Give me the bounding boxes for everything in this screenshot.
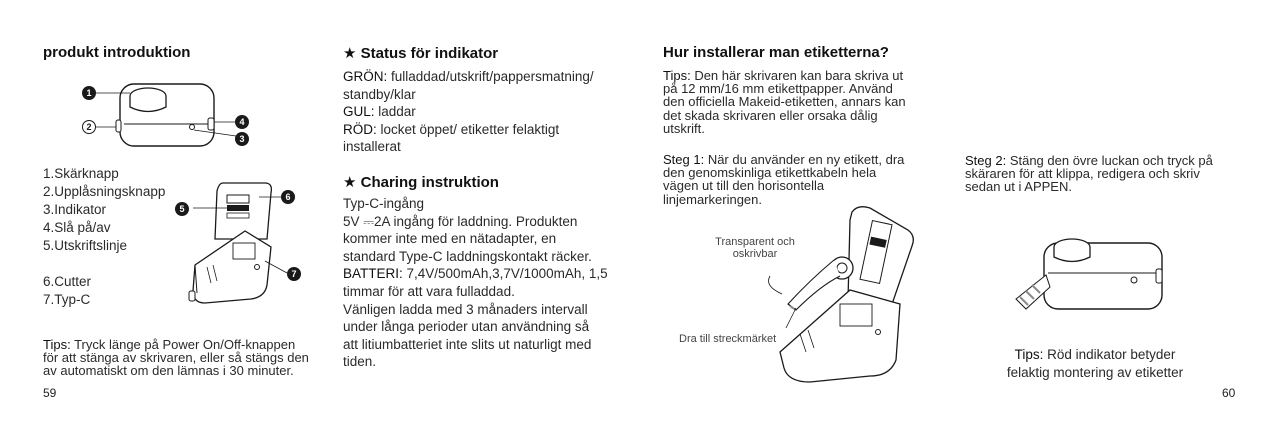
charge-line: Typ-C-ingång — [343, 196, 425, 211]
intro-title: produkt introduktion — [43, 44, 191, 61]
battery-key: BATTERI: — [343, 266, 403, 282]
tips-label: Tips: — [663, 68, 691, 83]
part-item — [43, 255, 165, 273]
charge-text — [343, 195, 608, 371]
printer-top-view-illustration — [80, 80, 250, 155]
callout-2: 2 — [82, 120, 96, 134]
transparent-label-line: Transparent och — [715, 236, 795, 248]
callout-6: 6 — [281, 190, 295, 204]
tips2 — [985, 346, 1205, 382]
tips-text: Den här skrivaren kan bara skriva ut — [690, 68, 904, 83]
step2-line: skäraren för att klippa, redigera och skriv — [965, 166, 1200, 182]
step1-line: När du använder en ny etikett, dra — [704, 152, 905, 167]
part-item: 7.Typ-C — [43, 292, 91, 307]
step1-line: vägen ut till den horisontella — [663, 178, 825, 194]
transparent-label — [700, 236, 810, 260]
status-line: laddar — [374, 104, 416, 120]
step1-line: den genomskinliga etikettkabeln hela — [663, 165, 877, 181]
charge-line: standard Type-C laddningskontakt räcker. — [343, 248, 592, 264]
status-line: installerat — [343, 139, 401, 155]
part-item: 6.Cutter — [43, 274, 92, 289]
tips-label: Tips: — [43, 337, 71, 352]
tips-text: för att stänga av skrivaren, eller så stängs den — [43, 350, 309, 366]
tips2-text: felaktig montering av etiketter — [1006, 365, 1184, 380]
step1-text — [663, 153, 904, 206]
charge-line: under långa perioder utan användning så — [343, 319, 590, 335]
charge-title: ★ Charing instruktion — [343, 174, 499, 191]
page-number-right: 60 — [1222, 386, 1236, 400]
status-line: fulladdad/utskrift/pappersmatning/ — [387, 69, 594, 84]
status-line: locket öppet/ etiketter felaktigt — [376, 121, 560, 137]
step2-text — [965, 154, 1213, 194]
tips-text: Tryck länge på Power On/Off-knappen — [70, 337, 296, 352]
part-item: 4.Slå på/av — [43, 220, 111, 235]
charge-line: tiden. — [343, 354, 377, 370]
part-item: 3.Indikator — [43, 202, 107, 217]
charge-line: 5V ⎓2A ingång för laddning. Produkten — [343, 213, 578, 229]
callout-3: 3 — [235, 132, 249, 146]
callout-1: 1 — [82, 86, 96, 100]
tips-text: utskrift. — [663, 120, 705, 136]
tips-text: det skada skrivaren eller orsaka dålig — [663, 107, 878, 123]
step1-label: Steg 1: — [663, 152, 705, 167]
part-item: 5.Utskriftslinje — [43, 238, 128, 253]
left-tips — [43, 338, 309, 378]
charge-line: Vänligen ladda med 3 månaders intervall — [343, 301, 588, 317]
charge-line: att litiumbatteriet inte slits ut naturligt med — [343, 336, 592, 352]
parts-list — [43, 165, 165, 309]
tips-text: av automatiskt om den lämnas i 30 minuter. — [43, 363, 294, 379]
part-item: 1.Skärknapp — [43, 166, 119, 181]
step1-line: linjemarkeringen. — [663, 191, 762, 207]
status-key: GUL: — [343, 104, 375, 120]
tips2-label: Tips: — [1014, 347, 1044, 362]
charge-line: kommer inte med en nätadapter, en — [343, 231, 557, 247]
status-title: ★ Status för indikator — [343, 45, 499, 62]
status-text — [343, 68, 594, 156]
callout-7: 7 — [287, 267, 301, 281]
part-item: 2.Upplåsningsknapp — [43, 184, 166, 199]
page-number-left: 59 — [43, 386, 57, 400]
install-tips — [663, 69, 906, 135]
tips-text: på 12 mm/16 mm etikettpapper. Använd — [663, 81, 893, 97]
install-title: Hur installerar man etiketterna? — [663, 44, 889, 61]
label-install-illustration — [740, 200, 930, 390]
charge-line: timmar för att vara fulladdad. — [343, 283, 515, 299]
callout-4: 4 — [235, 115, 249, 129]
status-key: RÖD: — [343, 121, 377, 137]
step2-line: Stäng den övre luckan och tryck på — [1006, 153, 1213, 168]
status-line: standby/klar — [343, 86, 416, 102]
charge-line: 7,4V/500mAh,3,7V/1000mAh, 1,5 — [402, 266, 608, 282]
printer-closed-illustration — [1010, 225, 1170, 320]
callout-5: 5 — [175, 202, 189, 216]
step2-label: Steg 2: — [965, 153, 1007, 168]
tips2-text: Röd indikator betyder — [1043, 347, 1176, 362]
tips-text: den officiella Makeid-etiketten, annars kan — [663, 94, 906, 110]
drag-label: Dra till streckmärket — [679, 333, 777, 345]
status-key: GRÖN: — [343, 69, 388, 84]
step2-line: sedan ut i APPEN. — [965, 179, 1072, 195]
transparent-label-line: oskrivbar — [732, 248, 778, 260]
